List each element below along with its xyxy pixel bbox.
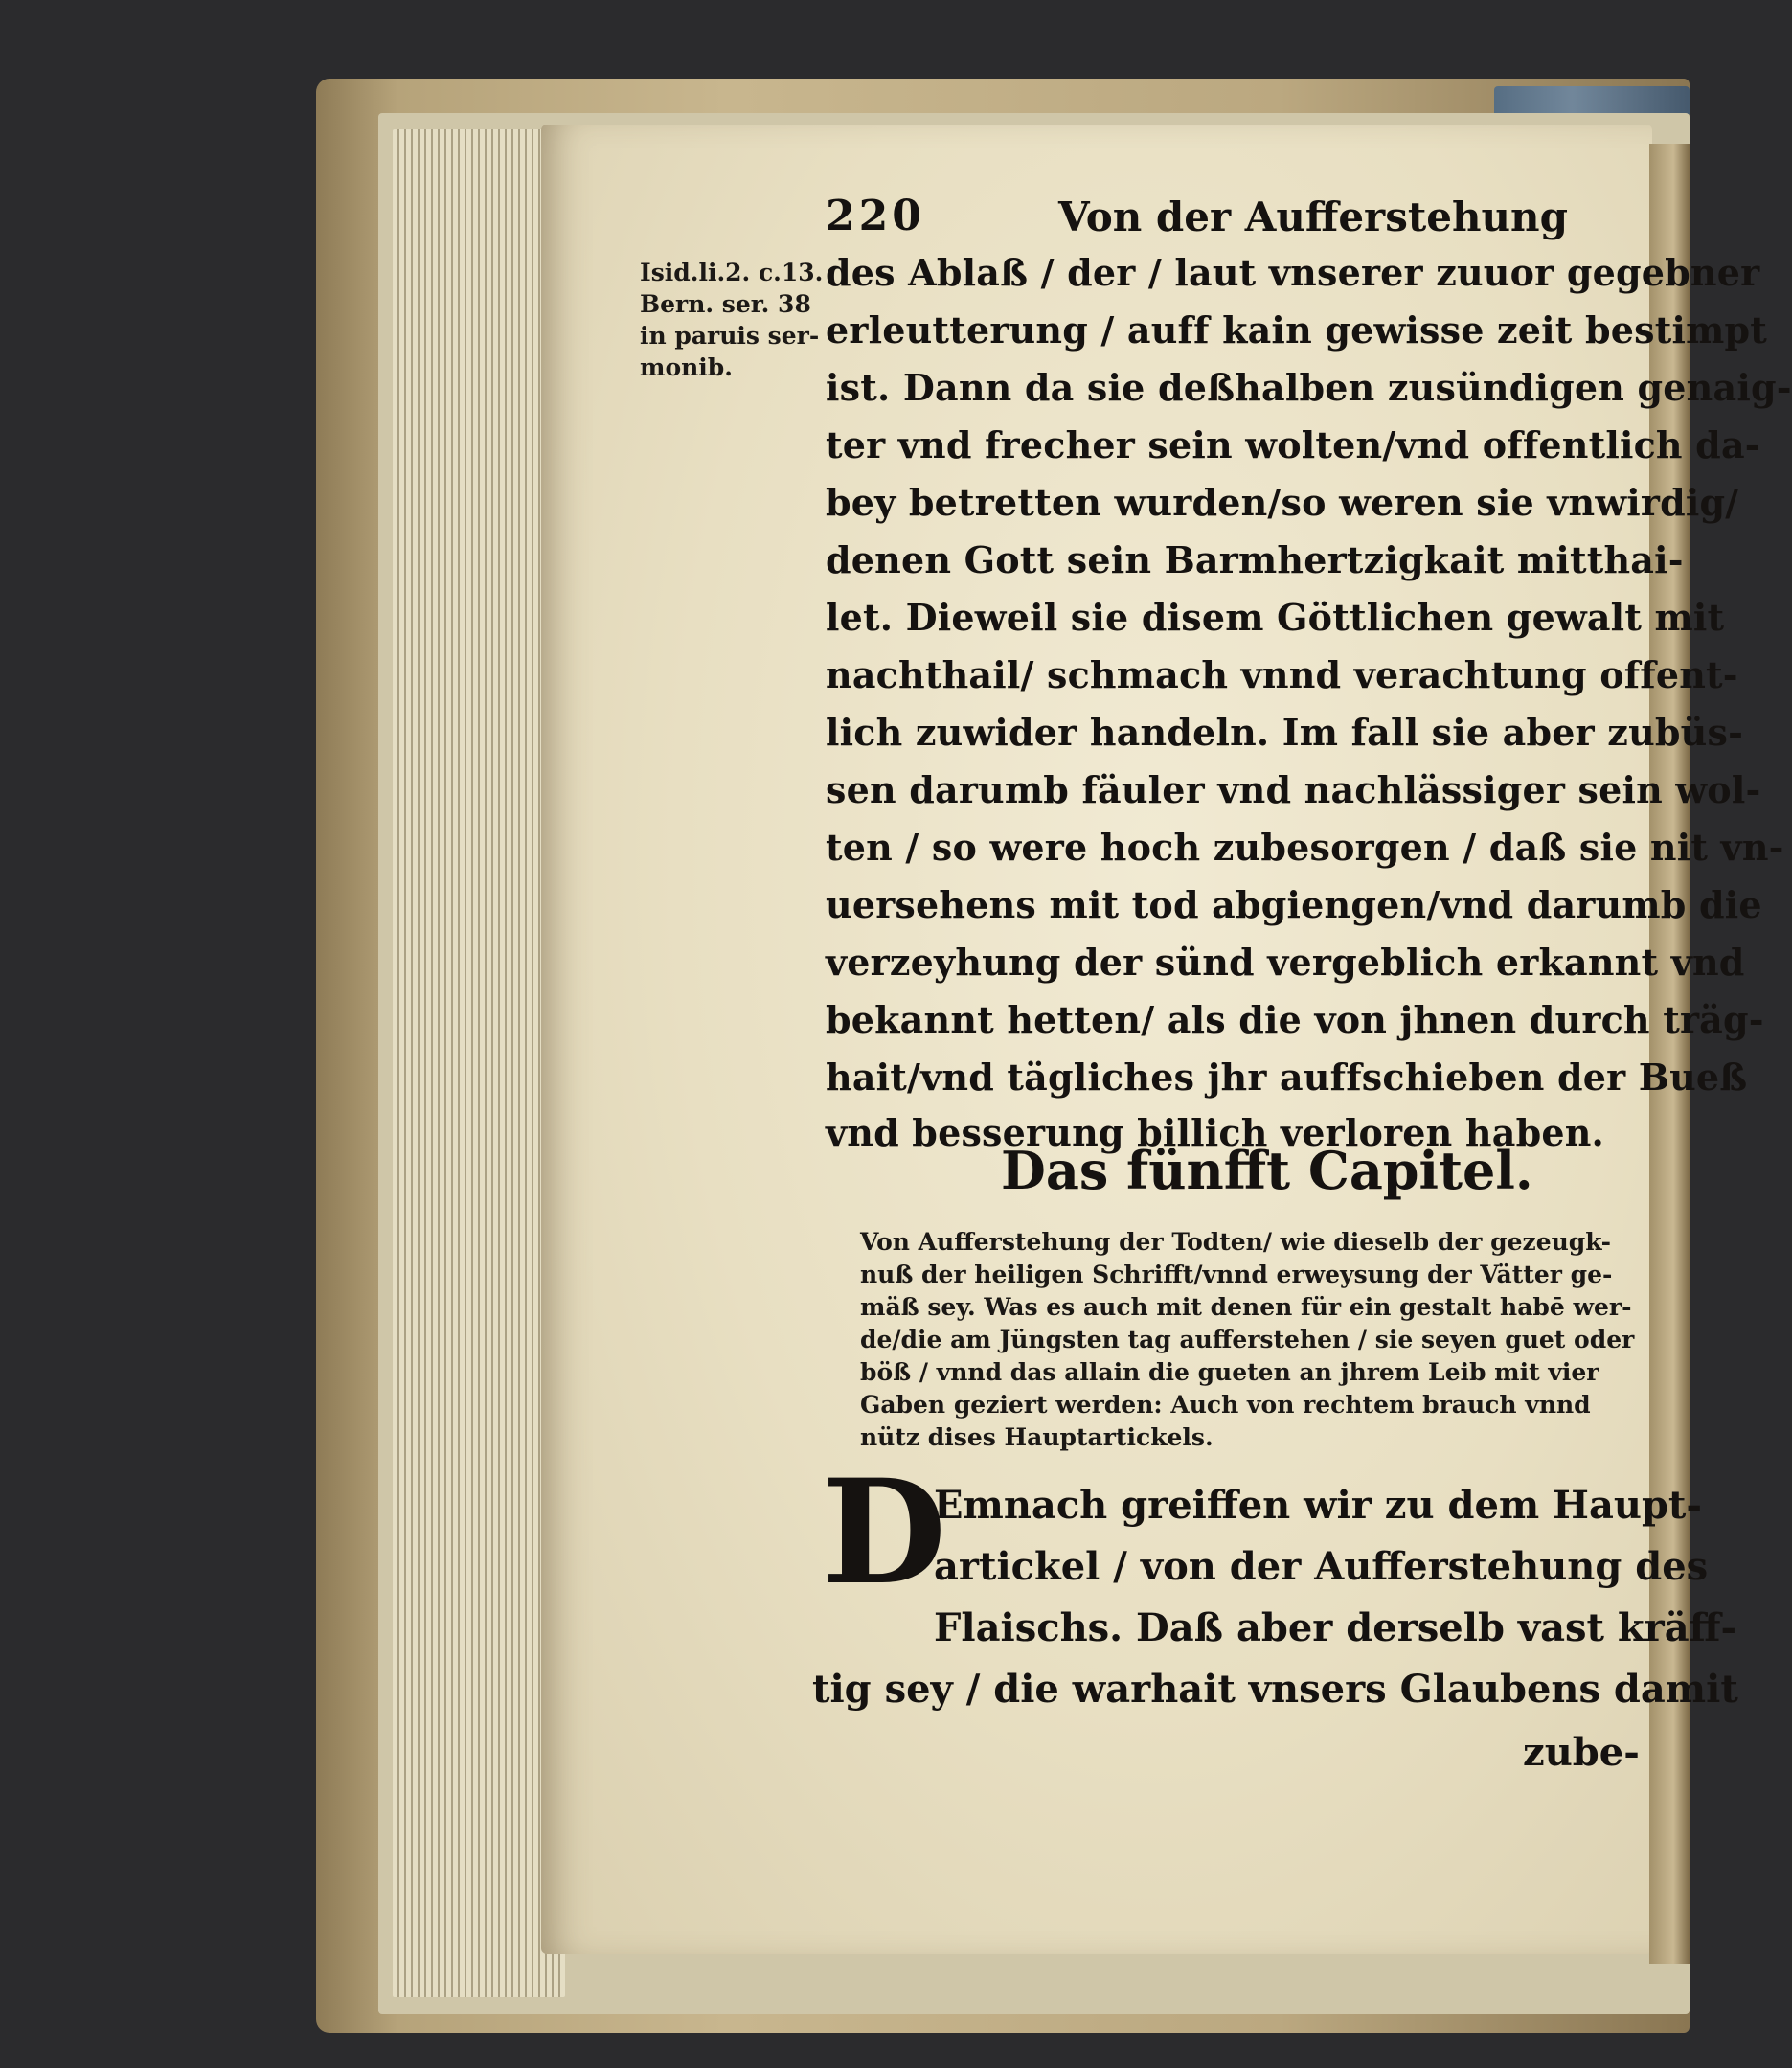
body-line: des Ablaß / der / laut vnserer zuuor gegebner	[826, 251, 1760, 294]
chapter-summary-line: de/die am Jüngsten tag aufferstehen / sie seyen guet oder	[860, 1326, 1635, 1353]
body-line: erleutterung / auff kain gewisse zeit bestimpt	[826, 308, 1768, 352]
chapter-summary-line: Gaben geziert werden: Auch von rechtem brauch vnnd	[860, 1391, 1591, 1419]
chapter-summary-line: mäß sey. Was es auch mit denen für ein gestalt habē wer-	[860, 1293, 1632, 1321]
chapter-summary-line: Von Aufferstehung der Todten/ wie dieselb der gezeugk-	[860, 1228, 1611, 1256]
body-line: Emnach greiffen wir zu dem Haupt-	[934, 1483, 1703, 1528]
body-line: denen Gott sein Barmhertzigkait mitthai-	[826, 538, 1684, 581]
drop-cap: D	[822, 1448, 947, 1617]
running-title: Von der Aufferstehung	[1058, 193, 1568, 240]
body-line: sen darumb fäuler vnd nachlässiger sein wol-	[826, 768, 1761, 811]
body-line: uersehens mit tod abgiengen/vnd darumb die	[826, 883, 1762, 926]
page-number: 220	[826, 192, 925, 240]
marginal-note-line: Bern. ser. 38	[640, 290, 811, 318]
body-line: ten / so were hoch zubesorgen / daß sie nit vn-	[826, 826, 1784, 869]
body-line: verzeyhung der sünd vergeblich erkannt vnd	[826, 941, 1745, 984]
body-line: bekannt hetten/ als die von jhnen durch träg-	[826, 998, 1764, 1041]
marginal-note-line: in paruis ser-	[640, 322, 820, 350]
marginal-note-line: monib.	[640, 353, 733, 381]
body-line: bey betretten wurden/so weren sie vnwirdig/	[826, 481, 1739, 524]
chapter-summary-line: nütz dises Hauptartickels.	[860, 1423, 1214, 1451]
body-line: let. Dieweil sie disem Göttlichen gewalt mit	[826, 596, 1725, 639]
body-line: lich zuwider handeln. Im fall sie aber zubüs-	[826, 711, 1744, 754]
marginal-note-line: Isid.li.2. c.13.	[640, 259, 824, 286]
catchword: zube-	[1523, 1730, 1640, 1775]
body-line: ter vnd frecher sein wolten/vnd offentlich da-	[826, 423, 1760, 466]
chapter-summary-line: nuß der heiligen Schrifft/vnnd erweysung der Vätter ge-	[860, 1261, 1613, 1288]
chapter-summary-line: böß / vnnd das allain die gueten an jhrem Leib mit vier	[860, 1358, 1599, 1386]
body-line: tig sey / die warhait vnsers Glaubens damit	[812, 1667, 1738, 1712]
chapter-heading: Das fünfft Capitel.	[1001, 1140, 1533, 1201]
body-line: artickel / von der Aufferstehung des	[934, 1544, 1709, 1589]
body-line: nachthail/ schmach vnnd verachtung offent-	[826, 653, 1738, 696]
body-line: ist. Dann da sie deßhalben zusündigen genaig-	[826, 366, 1792, 409]
body-line: hait/vnd tägliches jhr auffschieben der Bueß	[826, 1056, 1748, 1099]
body-line: vnd besserung billich verloren haben.	[826, 1111, 1604, 1154]
body-line: Flaischs. Daß aber derselb vast kräff-	[934, 1605, 1737, 1650]
page-edges	[393, 129, 565, 1997]
